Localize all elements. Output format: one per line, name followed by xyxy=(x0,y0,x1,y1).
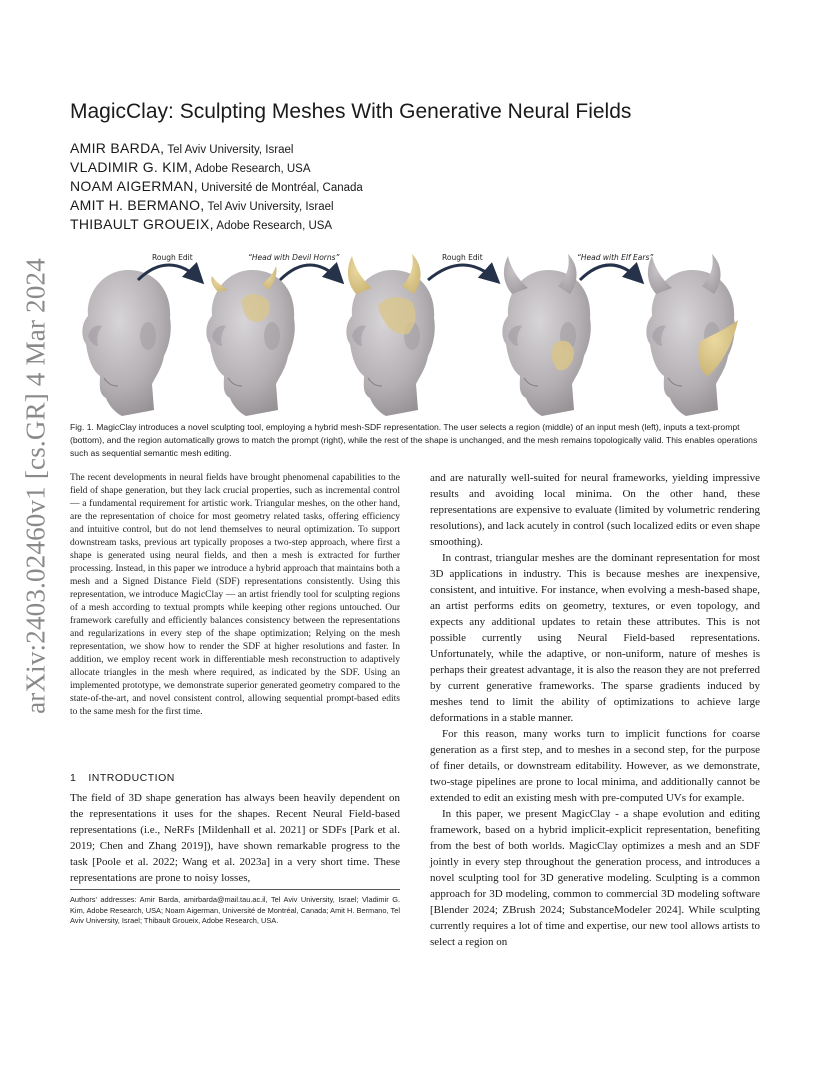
author-name: VLADIMIR G. KIM, xyxy=(70,159,193,175)
intro-paragraph: The field of 3D shape generation has always been heavily dependent on the representations it uses for the shapes. Recent Neural Field-based representations (i.e., NeRFs [Mildenhall et al. 2021] or SDFs [Park et al. 2019; Chen and Zhang 2019]), have shown remarkable progress to the task [Poole et al. 2022; Wang et al. 2023a] in a very short time. These representations are prone to noisy losses, xyxy=(70,792,400,884)
body-paragraph: In this paper, we present MagicClay - a shape evolution and editing framework, based on a hybrid implicit-explicit representation, benefiting from the best of both worlds. MagicClay optimizes a mesh and an SDF jointly in every step throughout the generation process, and introduces a novel sculpting tool for 3D generative modeling. Sculpting is a common approach for 3D modeling, common to commercial 3D modeling software [Blender 2024; ZBrush 2024; SubstanceModeler 2024]. While sculpting currently requires a lot of time and expertise, our new tool allows artists to select a region on xyxy=(430,808,760,948)
author-affiliation: Tel Aviv University, Israel xyxy=(204,201,334,213)
abstract: The recent developments in neural fields have brought phenomenal capabilities to the field of shape generation, but they lack crucial properties, such as incremental control — a fundamental requirement for artistic work. Triangular meshes, on the other hand, are the representation of choice for most geometry related tasks, offering efficiency and intuitive control, but do not lend themselves to neural optimization. To support downstream tasks, previous art typically proposes a two-step approach, where first a shape is generated using neural fields, and then a mesh is extracted for further processing. Instead, in this paper we introduce a hybrid approach that maintains both a mesh and a Signed Distance Field (SDF) representations consistently. Using this representation, we introduce MagicClay — an artist friendly tool for sculpting regions of a mesh according to textual prompts while keeping other regions untouched. Our framework carefully and efficiently balances consistency between the representations and regularizations in every step of the shape optimization; Relying on the mesh representation, we show how to render the SDF at higher resolutions and faster. In addition, we employ recent work in differentiable mesh reconstruction to adaptively allocate triangles in the mesh where required, as indicated by the SDF. Using an implemented prototype, we demonstrate superior generated geometry compared to the state-of-the-art, and novel consistent control, allowing sequential prompt-based edits to the same mesh for the first time. xyxy=(70,473,400,717)
section-number: 1 xyxy=(70,772,77,784)
author-line xyxy=(70,215,670,234)
author-name: AMIR BARDA, xyxy=(70,140,165,156)
label-prompt-2: “Head with Elf Ears” xyxy=(577,253,654,262)
arrow-2 xyxy=(280,265,340,280)
author-affiliation: Adobe Research, USA xyxy=(192,163,311,175)
head-rough-edit xyxy=(206,266,294,416)
arrow-4 xyxy=(580,265,640,280)
section-heading xyxy=(70,772,175,784)
author-name: NOAM AIGERMAN, xyxy=(70,178,198,194)
author-line xyxy=(70,139,670,158)
arxiv-stamp xyxy=(14,258,58,714)
section-title: INTRODUCTION xyxy=(88,772,175,784)
head-rough-edit-2 xyxy=(502,254,590,416)
body-paragraph: and are naturally well-suited for neural frameworks, yielding impressive results and avoiding local minima. On the other hand, these representations are expensive to evaluate (limited by volumetric rendering resolutions), and lack acutely in control (such localized edits or even shape smoothing). xyxy=(430,472,760,548)
body-paragraph: In contrast, triangular meshes are the dominant representation for most 3D applications in industry. This is because meshes are inexpensive, consistent, and intuitive. For instance, when evolving a mesh-based shape, an artist performs edits on geometry, textures, or even topology, and expects any additional updates to retain these attributes. This is not possible currently using Neural Field-based representations. Unfortunately, while the adaptive, or non-uniform, nature of meshes is perhaps their greatest advantage, it is also the reason they are not preferred by current generative frameworks. The sparse gradients induced by meshes tend to limit the ability of optimizations to achieve large deformations in a stable manner. xyxy=(430,552,760,724)
author-line xyxy=(70,158,670,177)
author-list xyxy=(70,139,670,234)
label-prompt-1: “Head with Devil Horns” xyxy=(248,253,340,262)
head-devil-horns xyxy=(346,254,434,416)
author-affiliation: Université de Montréal, Canada xyxy=(197,182,363,194)
figure-caption: Fig. 1. MagicClay introduces a novel sculpting tool, employing a hybrid mesh-SDF representation. The user selects a region (middle) of an input mesh (left), inputs a text-prompt (bottom), and the region automatically grows to match the prompt (right), while the rest of the shape is unchanged, and the mesh remains topologically valid. This enables operations such as sequential semantic mesh editing. xyxy=(70,422,758,458)
paper-title: MagicClay: Sculpting Meshes With Generative Neural Fields xyxy=(70,100,632,123)
figure-illustration xyxy=(70,248,760,416)
arxiv-stamp-text: arXiv:2403.02460v1 [cs.GR] 4 Mar 2024 xyxy=(20,258,51,714)
footnote: Authors' addresses: Amir Barda, amirbarda@mail.tau.ac.il, Tel Aviv University, Israel; Vladimir G. Kim, Adobe Research, USA; Noam Aigerman, Université de Montréal, Canada; Amit H. Bermano, Tel Aviv University, Israel; Thibault Groueix, Adobe Research, USA. xyxy=(70,895,400,926)
author-line xyxy=(70,196,670,215)
head-input-mesh xyxy=(82,270,170,416)
author-affiliation: Adobe Research, USA xyxy=(213,220,333,232)
right-column xyxy=(430,470,760,950)
author-name: THIBAULT GROUEIX, xyxy=(70,216,214,232)
body-paragraph: For this reason, many works turn to implicit functions for coarse generation as a first step, and to meshes in a second step, for the purpose of finer details, or downstream editability. However, as we demonstrate, two-stage pipelines are prone to local minima, and additionally cannot be extended to edit an existing mesh with pre-computed UVs for example. xyxy=(430,728,760,804)
label-rough-edit-2: Rough Edit xyxy=(442,253,483,262)
author-name: AMIT H. BERMANO, xyxy=(70,197,205,213)
footnote-rule xyxy=(70,889,400,890)
author-affiliation: Tel Aviv University, Israel xyxy=(164,144,294,156)
label-rough-edit-1: Rough Edit xyxy=(152,253,193,262)
arrow-3 xyxy=(428,265,496,280)
author-line xyxy=(70,177,670,196)
teaser-figure xyxy=(70,248,760,416)
head-elf-ears xyxy=(646,254,738,416)
